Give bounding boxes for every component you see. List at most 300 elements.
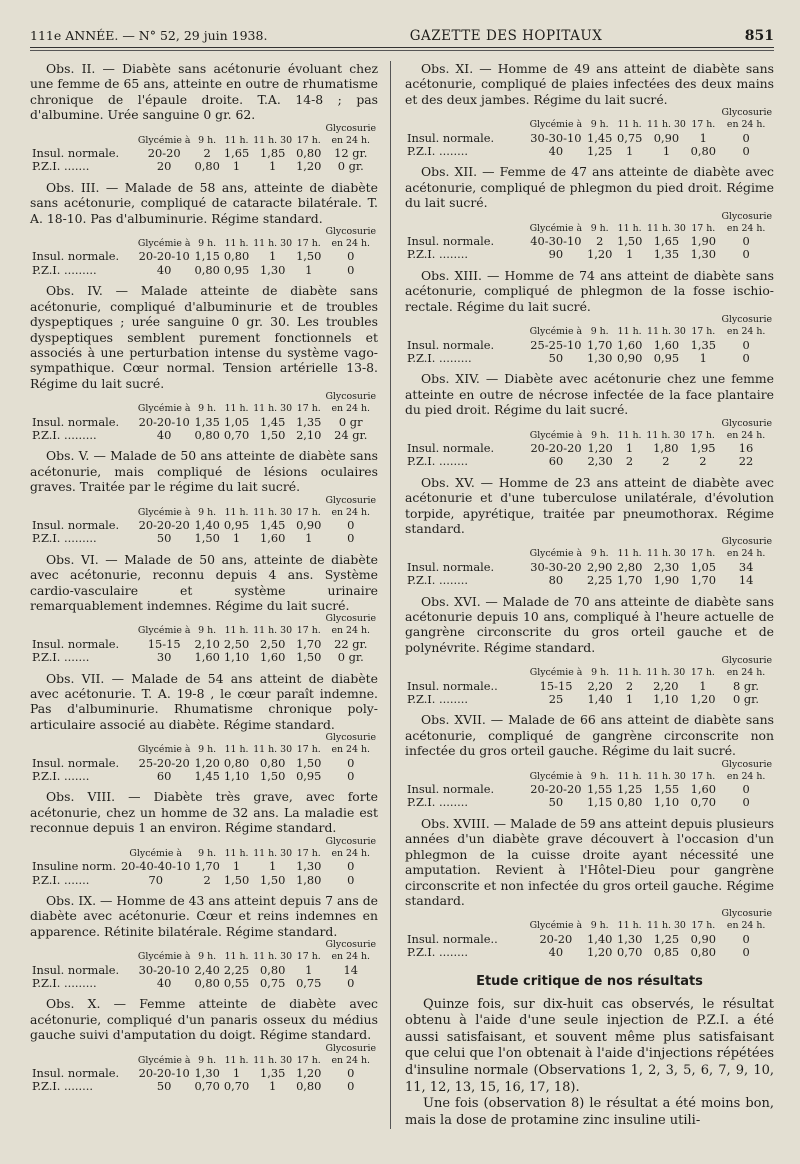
row-label: P.Z.I. ......... <box>32 427 97 442</box>
glycemia-value: 1,50 <box>296 755 322 770</box>
header-rule <box>30 50 774 51</box>
glycemia-value: 1 <box>232 159 241 174</box>
time-11h: 11 h. <box>224 238 249 250</box>
glycemia-value: 0,95 <box>223 262 250 277</box>
glycosurie-value: 0 <box>742 234 750 249</box>
glycosurie-value: 0 <box>347 1065 355 1080</box>
glycemia-value: 0,90 <box>690 931 716 946</box>
observation-text: Obs. XI. — Homme de 49 ans atteint de diabète sans acétonurie, compliqué de plaies infectées des deux mains et des deux jambes. Régime du lait sucré. <box>405 61 774 107</box>
row-label: Insul. normale. <box>407 782 495 797</box>
observation <box>405 594 774 707</box>
glycemia-value: 2 <box>203 872 211 887</box>
time-9h: 9 h. <box>198 625 217 637</box>
glycemia-value: 1 <box>232 531 241 546</box>
time-9h: 9 h. <box>198 506 217 518</box>
glycemia-value: 0,80 <box>223 249 250 264</box>
left-column <box>30 61 390 1129</box>
glycosurie-label: Glycosurie <box>721 210 772 222</box>
observation-text: Obs. XIII. — Homme de 74 ans atteint de diabète sans acétonurie, compliqué de phlegmon de la fosse ischio-rectale. Régime du lait sucré. <box>405 267 774 314</box>
dose-cell: 30-20-10 <box>138 962 190 977</box>
glycosurie-label: Glycosurie <box>325 939 376 951</box>
glycemia-value: 1 <box>305 962 313 977</box>
glycosurie-value: 0 <box>742 337 750 352</box>
glycosurie-label: Glycosurie <box>325 494 376 506</box>
glycemia-value: 1,50 <box>296 249 322 264</box>
blank-cell <box>405 547 527 560</box>
spacer-cell <box>30 614 323 624</box>
glycemia-value: 1 <box>625 440 634 455</box>
glycosurie-header-row <box>30 1044 378 1054</box>
glycemia-value: 2,90 <box>587 559 613 574</box>
glycemia-value: 0,70 <box>194 1079 220 1094</box>
glycosurie-label: Glycosurie <box>325 391 376 403</box>
time-17h: 17 h. <box>296 1054 321 1066</box>
dose-cell: 20-20-20 <box>530 782 582 797</box>
glycemia-table <box>30 496 378 546</box>
glycemia-value: 1,20 <box>587 945 613 960</box>
table-row <box>30 250 378 263</box>
glycemia-value: 2,30 <box>653 559 680 574</box>
glycemia-value: 1,35 <box>296 414 322 429</box>
table-row <box>405 783 774 796</box>
dose-cell: 30-30-20 <box>530 559 582 574</box>
glycosurie-24h-label: en 24 h. <box>726 548 766 560</box>
glycosurie-header-row <box>405 537 774 547</box>
glycemia-value: 2,40 <box>194 962 220 977</box>
glycemia-value: 1,55 <box>653 782 680 797</box>
dose-cell: 70 <box>148 872 163 887</box>
glycemia-value: 1,30 <box>296 859 322 874</box>
spacer-cell <box>405 315 718 325</box>
observation <box>405 164 774 261</box>
time-11h30: 11 h. 30 <box>253 1054 293 1066</box>
glycemie-label: Glycémie à <box>137 1054 191 1066</box>
row-label: P.Z.I. ....... <box>32 872 90 887</box>
observation-text: Obs. XVII. — Malade de 66 ans atteint de diabète sans acétonurie, compliqué de gangrène circonscrite non infectée du gros orteil gauche. Régime du lait sucré. <box>405 712 774 759</box>
glycosurie-label: Glycosurie <box>325 122 376 134</box>
glycemia-value: 0,95 <box>296 769 322 784</box>
glycosurie-24h-label: en 24 h. <box>331 625 370 637</box>
time-header-row <box>405 325 774 338</box>
glycemia-value: 0,80 <box>690 945 716 960</box>
glycemia-value: 1,45 <box>587 130 613 145</box>
row-label: Insul. normale. <box>407 234 495 249</box>
time-9h: 9 h. <box>198 1054 217 1066</box>
glycemia-table <box>405 419 774 469</box>
glycemia-value: 0,80 <box>690 144 716 159</box>
glycemia-value: 0,80 <box>194 159 220 174</box>
glycemia-table <box>30 940 378 990</box>
time-11h: 11 h. <box>224 506 249 518</box>
spacer-cell <box>30 1044 323 1054</box>
time-11h: 11 h. <box>617 119 642 131</box>
glycemia-value: 1,90 <box>653 573 680 588</box>
issue-line: 111e ANNÉE. — N° 52, 29 juin 1938. <box>30 28 268 43</box>
glycemia-value: 1 <box>626 247 634 262</box>
row-label: Insul. normale. <box>32 636 120 651</box>
glycemia-value: 0,90 <box>296 517 322 532</box>
table-row <box>405 248 774 261</box>
spacer-cell <box>405 909 718 919</box>
glycemia-value: 0,80 <box>194 427 220 442</box>
spacer-cell <box>30 733 323 743</box>
glycemia-value: 1,60 <box>259 531 286 546</box>
blank-cell <box>30 743 136 756</box>
glycosurie-header-row <box>405 909 774 919</box>
glycosurie-value: 0 <box>742 795 750 810</box>
table-row <box>30 860 378 873</box>
table-row <box>30 519 378 532</box>
row-label: P.Z.I. ........ <box>407 573 469 588</box>
section-body <box>405 997 774 1130</box>
dose-cell: 40 <box>548 945 564 960</box>
time-9h: 9 h. <box>591 667 610 679</box>
glycosurie-label: Glycosurie <box>721 655 772 667</box>
observation <box>30 61 378 174</box>
glycemia-table <box>405 212 774 262</box>
blank-cell <box>30 1054 136 1067</box>
observation-text: Obs. VIII. — Diabète très grave, avec forte acétonurie, chez un homme de 32 ans. La maladie est reconnue depuis 1 an environ. Régime standard. <box>30 789 378 836</box>
dose-cell: 40 <box>156 262 172 277</box>
glycosurie-value: 0 <box>742 782 750 797</box>
glycemia-value: 2,20 <box>653 678 679 693</box>
glycemie-label: Glycémie à <box>529 222 583 234</box>
row-label: P.Z.I. ........ <box>407 945 469 960</box>
glycemia-value: 1,40 <box>194 517 220 532</box>
table-row <box>30 1080 378 1093</box>
glycosurie-24h-label: en 24 h. <box>726 770 766 782</box>
observation-text: Obs. XIV. — Diabète avec acétonurie chez une femme atteinte en outre de nécrose infectée de la face plantaire du pied droit. Régime du lait sucré. <box>405 371 774 418</box>
glycosurie-label: Glycosurie <box>721 417 772 429</box>
row-label: P.Z.I. ........ <box>407 144 469 159</box>
glycemia-value: 2,20 <box>587 678 613 693</box>
time-11h30: 11 h. 30 <box>253 403 293 415</box>
glycosurie-value: 0 <box>742 931 750 946</box>
time-11h30: 11 h. 30 <box>647 920 686 932</box>
observation <box>30 180 378 277</box>
glycosurie-value: 0 <box>347 859 355 874</box>
time-header-row <box>30 847 378 860</box>
row-label: Insul. normale. <box>32 1065 120 1080</box>
time-11h: 11 h. <box>224 1054 249 1066</box>
dose-cell: 50 <box>156 1079 172 1094</box>
time-17h: 17 h. <box>691 548 716 560</box>
dose-cell: 20-20-10 <box>138 1065 190 1080</box>
glycosurie-value: 0 gr <box>338 414 363 429</box>
time-11h30: 11 h. 30 <box>647 326 686 338</box>
glycemia-value: 2,30 <box>587 454 613 469</box>
glycemia-value: 1,30 <box>194 1065 220 1080</box>
glycosurie-value: 0 <box>742 247 750 262</box>
glycosurie-24h-label: en 24 h. <box>331 951 370 963</box>
glycemia-value: 1,20 <box>296 1065 322 1080</box>
glycosurie-header-row <box>405 315 774 325</box>
glycemia-value: 0,70 <box>223 1079 250 1094</box>
glycemie-label: Glycémie à <box>529 429 583 441</box>
blank-cell <box>405 222 527 235</box>
table-row <box>405 933 774 946</box>
time-header-row <box>405 547 774 560</box>
glycosurie-label: Glycosurie <box>325 226 376 238</box>
glycosurie-value: 0 <box>347 517 355 532</box>
glycemia-value: 1,60 <box>194 650 220 665</box>
time-11h30: 11 h. 30 <box>647 548 686 560</box>
time-11h: 11 h. <box>224 403 249 415</box>
dose-cell: 40 <box>156 975 172 990</box>
observation-text: Obs. XVI. — Malade de 70 ans atteinte de diabète sans acétonurie depuis 10 ans, compliqué à l'heure actuelle de gangrène circonscrite du gros orteil gauche et de polynévrite. Régime standard. <box>405 593 774 655</box>
time-11h30: 11 h. 30 <box>253 506 293 518</box>
glycosurie-value: 22 <box>738 454 754 469</box>
time-9h: 9 h. <box>198 134 217 146</box>
row-label: Insul. normale.. <box>407 931 498 946</box>
observation <box>30 789 378 886</box>
glycemia-value: 1,15 <box>587 795 613 810</box>
blank-cell <box>30 847 119 860</box>
glycemia-value: 2 <box>203 146 211 161</box>
glycemia-value: 0,90 <box>653 130 680 145</box>
glycosurie-24h-label: en 24 h. <box>726 119 766 131</box>
glycosurie-header-row <box>30 733 378 743</box>
glycosurie-24h-label: en 24 h. <box>726 222 766 234</box>
table-row <box>30 532 378 545</box>
table-row <box>405 235 774 248</box>
glycemia-value: 1,35 <box>194 414 220 429</box>
glycosurie-24h-label: en 24 h. <box>726 667 766 679</box>
dose-cell: 20-20-10 <box>138 249 190 264</box>
spacer-cell <box>405 419 718 429</box>
observation-text: Obs. X. — Femme atteinte de diabète avec acétonurie, compliqué d'un panaris osseux du médius gauche suivi d'amputation du doigt. Régime standard. <box>30 996 378 1043</box>
glycemia-value: 1,30 <box>616 931 643 946</box>
blank-cell <box>405 770 527 783</box>
glycemia-value: 1,10 <box>223 769 250 784</box>
time-17h: 17 h. <box>691 222 716 234</box>
glycemia-value: 1,45 <box>259 517 286 532</box>
time-9h: 9 h. <box>198 951 217 963</box>
glycemia-value: 1,20 <box>296 159 322 174</box>
running-head <box>30 14 774 48</box>
glycosurie-value: 0 <box>742 350 750 365</box>
observation-text: Obs. IV. — Malade atteinte de diabète sans acétonurie, compliqué d'albuminurie et de troubles dyspeptiques ; urée sanguine 0 gr. 30. Les troubles dyspeptiques semblent purement fonctionnels et associés à une perturbation intense du système vago-sympathique. Cœur normal. Tension artérielle 13-8. Régime du lait sucré. <box>30 283 378 391</box>
table-row <box>30 874 378 887</box>
glycemia-value: 1,60 <box>653 337 680 352</box>
glycosurie-value: 34 <box>738 559 754 574</box>
dose-cell: 60 <box>548 454 564 469</box>
time-11h30: 11 h. 30 <box>253 847 293 859</box>
glycemia-value: 0,80 <box>259 962 286 977</box>
glycosurie-header-row <box>30 614 378 624</box>
glycemia-value: 1,50 <box>296 650 322 665</box>
glycosurie-value: 0 <box>347 531 355 546</box>
dose-cell: 25-20-20 <box>138 755 190 770</box>
glycemia-value: 1,35 <box>653 247 680 262</box>
blank-cell <box>30 624 136 637</box>
glycemia-value: 2,25 <box>587 573 613 588</box>
dose-cell: 80 <box>548 573 564 588</box>
table-row <box>30 147 378 160</box>
glycosurie-value: 0 gr. <box>337 650 364 665</box>
observation <box>405 475 774 588</box>
dose-cell: 30 <box>156 650 172 665</box>
time-9h: 9 h. <box>590 326 609 338</box>
row-label: Insul. normale. <box>407 559 495 574</box>
time-17h: 17 h. <box>296 403 321 415</box>
table-row <box>405 352 774 365</box>
observation <box>405 61 774 158</box>
table-row <box>30 651 378 664</box>
glycemie-label: Glycémie à <box>529 119 583 131</box>
observation <box>405 816 774 960</box>
glycemie-label: Glycémie à <box>137 951 191 963</box>
glycemia-value: 0,70 <box>223 427 250 442</box>
glycemia-value: 0,75 <box>259 975 286 990</box>
observation-text: Obs. III. — Malade de 58 ans, atteinte de diabète sans acétonurie, compliqué de cataracte bilatérale. T. A. 18-10. Pas d'albuminurie. Régime standard. <box>30 179 378 226</box>
glycosurie-value: 0 gr. <box>732 692 759 707</box>
glycosurie-value: 0 <box>347 1079 355 1094</box>
glycemia-value: 0,95 <box>223 517 250 532</box>
time-header-row <box>405 666 774 679</box>
dose-cell: 20-20-20 <box>530 440 582 455</box>
glycosurie-24h-label: en 24 h. <box>331 506 370 518</box>
glycemia-value: 1 <box>305 531 313 546</box>
glycemia-value: 0,70 <box>616 945 643 960</box>
dose-cell: 20-40-40-10 <box>120 859 191 874</box>
row-label: Insul. normale. <box>32 962 120 977</box>
glycemia-value: 1 <box>699 130 707 145</box>
glycosurie-header-row <box>30 940 378 950</box>
glycemia-value: 1,60 <box>616 337 643 352</box>
glycemia-value: 1,45 <box>194 769 220 784</box>
glycemia-value: 2 <box>625 678 634 693</box>
blank-cell <box>30 402 136 415</box>
glycemia-value: 2,50 <box>223 636 250 651</box>
glycemia-value: 1,30 <box>587 350 613 365</box>
time-9h: 9 h. <box>591 429 610 441</box>
spacer-cell <box>30 227 323 237</box>
time-17h: 17 h. <box>296 847 321 859</box>
glycemia-value: 1,40 <box>587 931 613 946</box>
glycemia-table <box>30 837 378 887</box>
dose-cell: 25-25-10 <box>530 337 582 352</box>
glycemia-value: 1 <box>269 249 277 264</box>
glycosurie-header-row <box>405 760 774 770</box>
row-label: P.Z.I. ........ <box>407 454 469 469</box>
glycemia-value: 2 <box>625 454 634 469</box>
row-label: Insul. normale. <box>407 130 495 145</box>
glycemia-value: 1,70 <box>587 337 613 352</box>
time-9h: 9 h. <box>198 238 217 250</box>
glycemia-value: 1,95 <box>690 440 716 455</box>
glycemia-table <box>30 227 378 277</box>
time-9h: 9 h. <box>198 847 217 859</box>
glycosurie-header-row <box>30 392 378 402</box>
spacer-cell <box>30 392 323 402</box>
time-11h: 11 h. <box>224 744 249 756</box>
row-label: P.Z.I. ....... <box>32 159 90 174</box>
time-header-row <box>30 950 378 963</box>
table-row <box>405 442 774 455</box>
time-header-row <box>30 624 378 637</box>
glycemia-value: 1,90 <box>690 234 716 249</box>
glycemia-value: 1,50 <box>259 427 286 442</box>
row-label: P.Z.I. ........ <box>32 1079 94 1094</box>
glycosurie-24h-label: en 24 h. <box>726 429 766 441</box>
glycemia-table <box>30 392 378 442</box>
row-label: P.Z.I. ......... <box>32 262 97 277</box>
dose-cell: 20-20-20 <box>138 517 190 532</box>
glycemia-value: 1,05 <box>690 559 716 574</box>
time-17h: 17 h. <box>691 119 716 131</box>
time-11h30: 11 h. 30 <box>646 429 686 441</box>
row-label: P.Z.I. ........ <box>407 692 469 707</box>
observation-text: Obs. II. — Diabète sans acétonurie évoluant chez une femme de 65 ans, atteinte en outre de rhumatisme chronique de l'épaule droite. T.A. 14-8 ; pas d'albumine. Urée sanguine 0 gr. 62. <box>30 61 378 123</box>
table-row <box>30 160 378 173</box>
glycosurie-header-row <box>405 108 774 118</box>
journal-title: GAZETTE DES HOPITAUX <box>409 28 603 44</box>
spacer-cell <box>30 940 323 950</box>
glycemie-label: Glycémie à <box>529 920 583 932</box>
glycemia-value: 1,10 <box>653 795 680 810</box>
observation-text: Obs. VII. — Malade de 54 ans atteint de diabète avec acétonurie. T. A. 19-8 , le cœur paraît indemne. Pas d'albuminurie. Rhumatisme chronique poly-articulaire associé au diabète. Régime standard. <box>30 670 378 732</box>
time-9h: 9 h. <box>590 119 609 131</box>
glycosurie-label: Glycosurie <box>721 314 772 326</box>
time-11h30: 11 h. 30 <box>253 951 293 963</box>
row-label: Insul. normale. <box>32 755 120 770</box>
spacer-cell <box>405 212 718 222</box>
glycosurie-value: 0 <box>742 130 750 145</box>
glycemie-label: Glycémie à <box>137 238 191 250</box>
glycemia-value: 2,25 <box>223 962 250 977</box>
glycosurie-label: Glycosurie <box>721 107 772 119</box>
glycosurie-value: 14 <box>343 962 358 977</box>
row-label: P.Z.I. ......... <box>407 350 472 365</box>
glycemie-label: Glycémie à <box>529 667 583 679</box>
glycosurie-24h-label: en 24 h. <box>331 847 370 859</box>
row-label: Insul. normale. <box>32 517 120 532</box>
row-label: P.Z.I. ........ <box>407 247 469 262</box>
glycemie-label: Glycémie à <box>137 506 191 518</box>
right-observations <box>405 61 774 960</box>
spacer-cell <box>30 124 323 134</box>
glycemia-value: 2 <box>699 454 707 469</box>
time-header-row <box>30 402 378 415</box>
glycemia-table <box>405 760 774 810</box>
glycemia-value: 0,90 <box>616 350 643 365</box>
glycosurie-value: 12 gr. <box>334 146 368 161</box>
table-row <box>30 638 378 651</box>
section-paragraph: Quinze fois, sur dix-huit cas observés, le résultat obtenu à l'aide d'une seule injection de P.Z.I. a été aussi satisfaisant, et souvent même plus satisfaisant que celui que l'on obtenait à l'aide d'injections répétées d'insuline normale (Observations 1, 2, 3, 5, 6, 7, 9, 10, 11, 12, 13, 15, 16, 17, 18). <box>405 996 774 1095</box>
time-header-row <box>30 134 378 147</box>
glycemia-value: 1,70 <box>690 573 716 588</box>
glycemia-value: 0,80 <box>296 146 322 161</box>
glycemia-table <box>405 656 774 706</box>
glycemia-value: 1,60 <box>690 782 716 797</box>
observation-text: Obs. XVIII. — Malade de 59 ans atteint depuis plusieurs années d'un diabète grave découvert à l'occasion d'un phlegmon de la cuisse droite ayant nécessité une amputation. Revient à l'Hôtel-Dieu pour gangrène circonscrite et non infectée du gros orteil gauche. Régime standard. <box>405 815 774 908</box>
observation <box>30 893 378 990</box>
time-header-row <box>30 1054 378 1067</box>
spacer-cell <box>405 760 718 770</box>
glycemia-value: 1 <box>232 1065 241 1080</box>
time-11h: 11 h. <box>617 429 642 441</box>
glycemia-value: 1,50 <box>223 872 250 887</box>
time-11h30: 11 h. 30 <box>647 770 686 782</box>
blank-cell <box>405 919 527 932</box>
glycemia-value: 1,25 <box>653 931 680 946</box>
time-9h: 9 h. <box>198 744 217 756</box>
glycemia-value: 1,85 <box>259 146 286 161</box>
time-17h: 17 h. <box>296 951 321 963</box>
table-row <box>30 964 378 977</box>
glycosurie-24h-label: en 24 h. <box>331 134 370 146</box>
